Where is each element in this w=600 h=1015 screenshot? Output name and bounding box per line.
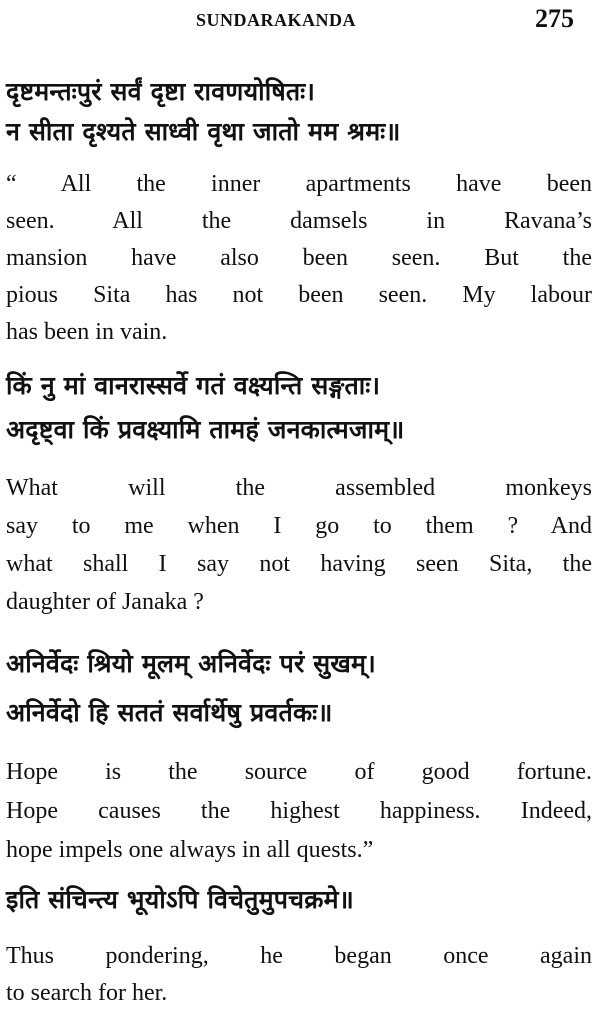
running-title: SUNDARAKANDA	[196, 10, 357, 30]
page-number: 275	[535, 4, 574, 33]
prose-line: Thus pondering, he began once again	[6, 943, 592, 969]
page-header	[0, 4, 600, 34]
prose-line: what shall I say not having seen Sita, the	[6, 551, 592, 577]
prose-line: hope impels one always in all quests.”	[6, 837, 374, 863]
prose-line: mansion have also been seen. But the	[6, 245, 592, 271]
verse-line: अनिर्वेदः श्रियो मूलम् अनिर्वेदः परं सुखम्।	[6, 649, 376, 678]
prose-line: has been in vain.	[6, 319, 168, 345]
prose-line: seen. All the damsels in Ravana’s	[6, 208, 592, 234]
prose-line: Hope causes the highest happiness. Indeed,	[6, 798, 592, 824]
verse-line: दृष्टमन्तःपुरं सर्वं दृष्टा रावणयोषितः।	[6, 77, 316, 106]
prose-line: What will the assembled monkeys	[6, 475, 592, 501]
verse-line: किं नु मां वानरास्सर्वे गतं वक्ष्यन्ति सङ्गताः।	[6, 371, 381, 400]
prose-line: “ All the inner apartments have been	[6, 171, 592, 197]
prose-line: say to me when I go to them ? And	[6, 513, 592, 539]
prose-line: pious Sita has not been seen. My labour	[6, 282, 592, 308]
prose-line: to search for her.	[6, 980, 168, 1006]
verse-line: अनिर्वेदो हि सततं सर्वार्थेषु प्रवर्तकः॥	[6, 698, 333, 727]
prose-line: Hope is the source of good fortune.	[6, 759, 592, 785]
prose-line: daughter of Janaka ?	[6, 589, 204, 615]
verse-line: न सीता दृश्यते साध्वी वृथा जातो मम श्रमः॥	[6, 117, 401, 146]
verse-line: अदृष्ट्वा किं प्रवक्ष्यामि तामहं जनकात्मजाम्॥	[6, 415, 405, 444]
verse-line: इति संचिन्त्य भूयोऽपि विचेतुमुपचक्रमे॥	[6, 885, 354, 914]
